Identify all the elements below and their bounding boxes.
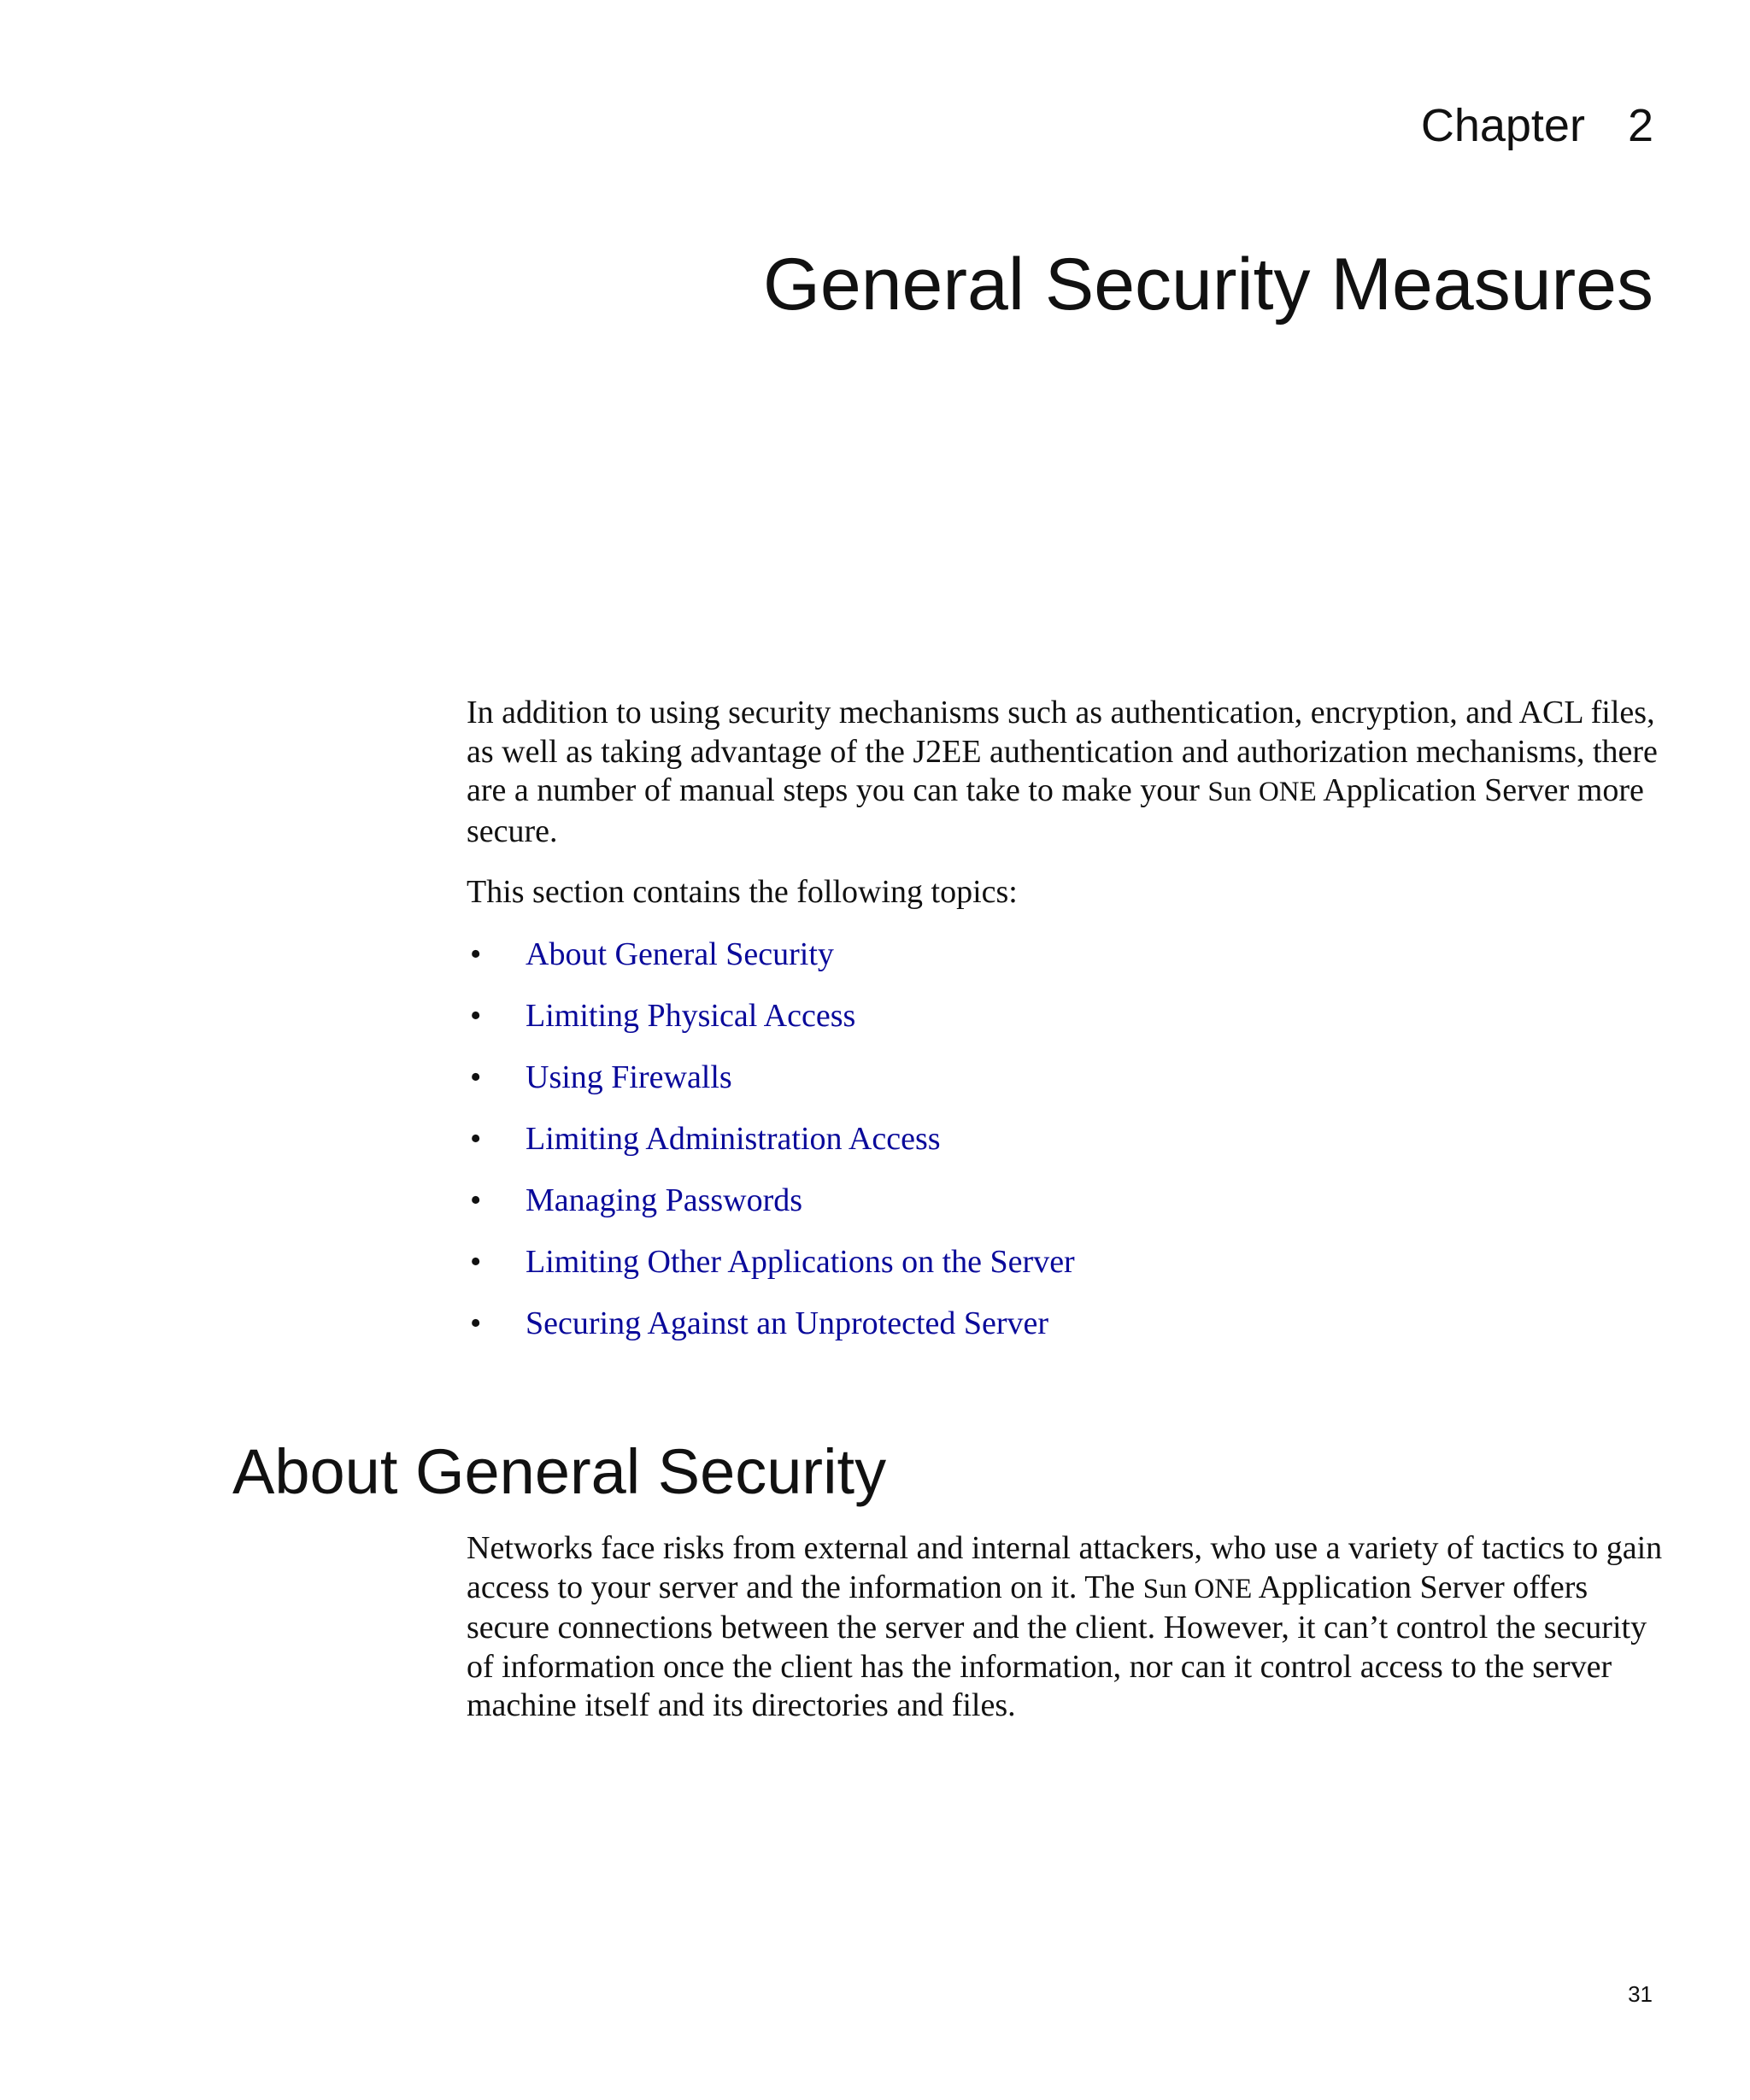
intro-text-part2: Application Server more secure. bbox=[467, 772, 1644, 849]
bullet-icon: • bbox=[470, 1120, 482, 1157]
bullet-icon: • bbox=[470, 1059, 482, 1095]
bullet-icon: • bbox=[470, 1182, 482, 1218]
bullet-icon: • bbox=[470, 1305, 482, 1341]
topic-item bbox=[467, 1120, 1663, 1159]
page-number: 31 bbox=[1628, 1981, 1653, 2007]
intro-paragraph bbox=[467, 694, 1663, 851]
topic-list bbox=[467, 936, 1663, 1343]
chapter-title: General Security Measures bbox=[763, 243, 1653, 326]
topic-item bbox=[467, 936, 1663, 974]
topic-link-limiting-other-applications[interactable]: Limiting Other Applications on the Server bbox=[526, 1243, 1075, 1280]
topic-link-limiting-administration-access[interactable]: Limiting Administration Access bbox=[526, 1120, 941, 1157]
topic-item bbox=[467, 1182, 1663, 1220]
chapter-label bbox=[1420, 100, 1653, 151]
section-brand: Sun ONE bbox=[1142, 1573, 1253, 1604]
topic-item bbox=[467, 1305, 1663, 1343]
topic-link-managing-passwords[interactable]: Managing Passwords bbox=[526, 1182, 803, 1218]
section-paragraph bbox=[467, 1529, 1663, 1726]
topic-link-using-firewalls[interactable]: Using Firewalls bbox=[526, 1059, 732, 1095]
bullet-icon: • bbox=[470, 1243, 482, 1280]
intro-brand: Sun ONE bbox=[1207, 777, 1317, 807]
section-heading: About General Security bbox=[232, 1436, 887, 1507]
intro-text-part1: In addition to using security mechanisms such as authentication, encryption, and ACL files, as well as taking advantage of the J2EE authentication and authorization mechanisms, there are a number of manual steps you can take to make your bbox=[467, 695, 1658, 808]
bullet-icon: • bbox=[470, 936, 482, 972]
bullet-icon: • bbox=[470, 997, 482, 1034]
topic-item bbox=[467, 1243, 1663, 1282]
topic-item bbox=[467, 1059, 1663, 1097]
topic-item bbox=[467, 997, 1663, 1035]
chapter-word: Chapter bbox=[1420, 100, 1585, 151]
topic-link-about-general-security[interactable]: About General Security bbox=[526, 936, 834, 972]
topic-link-limiting-physical-access[interactable]: Limiting Physical Access bbox=[526, 997, 856, 1034]
topics-lead: This section contains the following topics: bbox=[467, 874, 1018, 910]
section-text-part2: Application Server offers secure connections between the server and the client. However, it can’t control the security of information once the client has the information, nor can it control access to the server machine itself and its directories and files. bbox=[467, 1569, 1647, 1723]
intro-section bbox=[467, 694, 1663, 1366]
section-text-part1: Networks face risks from external and internal attackers, who use a variety of tactics to gain access to your server and the information on it. The bbox=[467, 1530, 1663, 1605]
chapter-number: 2 bbox=[1627, 100, 1653, 151]
topic-link-securing-against-unprotected-server[interactable]: Securing Against an Unprotected Server bbox=[526, 1305, 1049, 1341]
section-body bbox=[467, 1529, 1663, 1726]
